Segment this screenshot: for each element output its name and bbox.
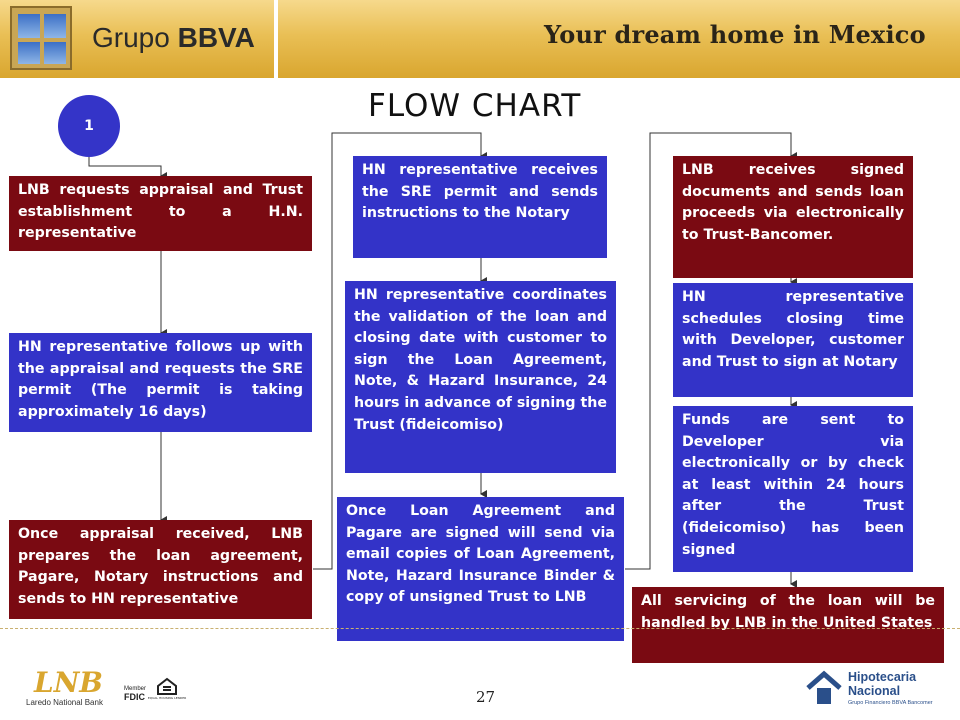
box-loan-agreement-signed: Once Loan Agreement and Pagare are signed will send via email copies of Loan Agreement, Note, Hazard Insurance Binder & copy of unsigned Trust to LNB [337, 497, 624, 641]
tagline: Your dream home in Mexico [544, 20, 926, 49]
hipotecaria-nacional-logo: Hipotecaria Nacional Grupo Financiero BBVA Bancomer [802, 666, 952, 714]
fdic-logo: Member FDIC [124, 686, 147, 702]
footer-divider [0, 628, 960, 631]
box-hn-receives-sre: HN representative receives the SRE permit and sends instructions to the Notary [353, 156, 607, 258]
page-title: FLOW CHART [368, 88, 582, 124]
box-lnb-receives-signed: LNB receives signed documents and sends loan proceeds via electronically to Trust-Bancomer. [673, 156, 913, 278]
house-logo-icon [804, 668, 844, 708]
svg-text:EQUAL HOUSING LENDER: EQUAL HOUSING LENDER [147, 696, 187, 700]
brand-name: Grupo BBVA [92, 22, 255, 53]
box-hn-coordinates: HN representative coordinates the validation of the loan and closing date with customer to sign the Loan Agreement, Note, & Hazard Insurance, 24 hours in advance of signing the Trust (fideicomiso) [345, 281, 616, 473]
equal-housing-lender-icon [147, 676, 187, 700]
page-number: 27 [476, 688, 496, 706]
box-funds-sent: Funds are sent to Developer via electronically or by check at least within 24 hours after the Trust (fideicomiso) has been signed [673, 406, 913, 572]
box-hn-follows-up: HN representative follows up with the appraisal and requests the SRE permit (The permit is taking approximately 16 days) [9, 333, 312, 432]
box-hn-schedules-closing: HN representative schedules closing time with Developer, customer and Trust to sign at Notary [673, 283, 913, 397]
box-lnb-requests-appraisal: LNB requests appraisal and Trust establishment to a H.N. representative [9, 176, 312, 251]
step-1-marker: 1 [58, 95, 120, 157]
lnb-logo: LNB Laredo National Bank [26, 666, 103, 707]
box-loan-servicing: All servicing of the loan will be handled by LNB in the United States [632, 587, 944, 663]
box-appraisal-received: Once appraisal received, LNB prepares the loan agreement, Pagare, Notary instructions and sends to HN representative [9, 520, 312, 619]
